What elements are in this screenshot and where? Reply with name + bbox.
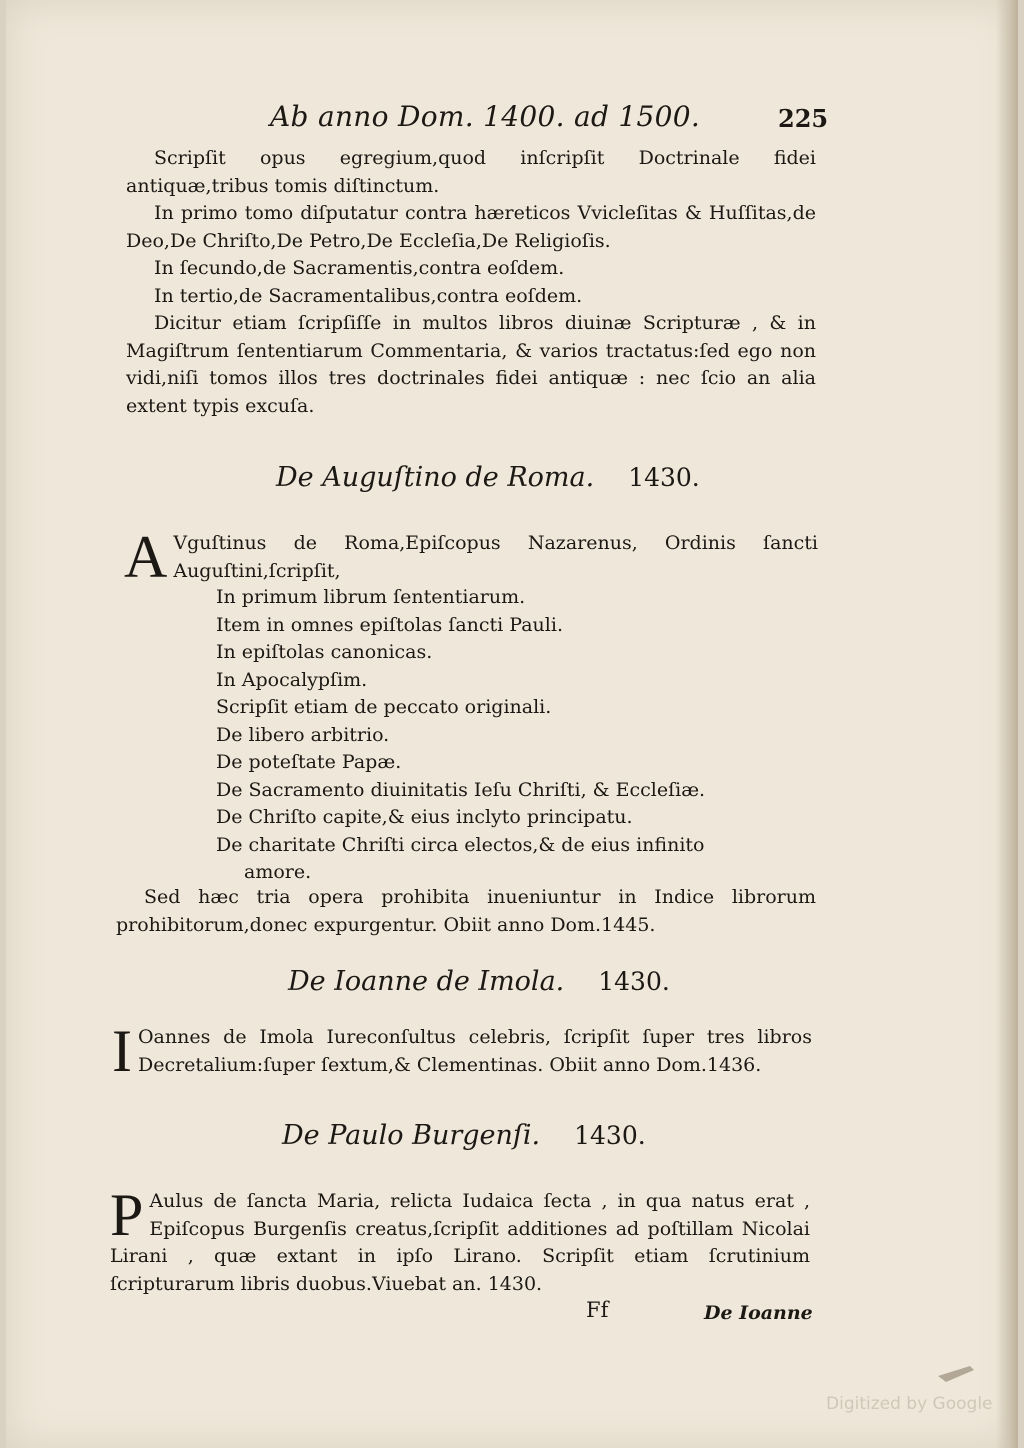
augustinus-closing (116, 884, 816, 939)
augustinus-works-list (216, 584, 776, 887)
section-title: De Ioanne de Imola. (288, 966, 565, 997)
drop-cap: I (112, 1018, 132, 1084)
section-year: 1430. (628, 463, 700, 492)
intro-paragraph: Scripſit opus egregium,quod inſcripſit Doctrinale fidei antiquæ,tribus tomis diſtinctum. (126, 147, 816, 197)
page-corner-mark-icon (936, 1362, 976, 1386)
section-year: 1430. (574, 1121, 646, 1150)
augustinus-intro (124, 524, 818, 590)
intro-paragraph: Dicitur etiam ſcripſiſſe in multos libros diuinæ Scripturæ , & in Magiſtrum ſententiarum Commentaria, & varios tractatus:ſed ego non vidi,niſi tomos illos tres doctrinales fidei antiquæ : nec ſcio an alia extent typis excuſa. (126, 312, 816, 417)
list-item: Scripſit etiam de peccato originali. (216, 696, 552, 718)
page-gutter-shadow (996, 0, 1018, 1448)
list-item: De Sacramento diuinitatis Ieſu Chriſti, & Eccleſiæ. (216, 778, 706, 801)
list-item: In primum librum ſententiarum. (216, 586, 526, 608)
augustinus-intro-text: Vguſtinus de Roma,Epiſcopus Nazarenus, Ordinis ſancti Auguſtini,ſcripſit, (173, 532, 818, 582)
digitized-watermark: Digitized by Google (826, 1394, 993, 1414)
book-page (6, 0, 1018, 1448)
page-number: 225 (778, 104, 829, 133)
intro-text-block (126, 145, 816, 420)
paulus-text: Aulus de ſancta Maria, relicta Iudaica ſecta , in qua natus erat , Epiſcopus Burgenſis creatus,ſcripſit additiones ad poſtillam Nicolai Lirani , quæ extant in ipſo Lirano. Scripſit etiam ſcrutinium ſcripturarum libris duobus.Viuebat an. 1430. (110, 1190, 810, 1295)
signature-mark: Ff (586, 1298, 609, 1322)
list-item: De Chriſto capite,& eius inclyto principatu. (216, 806, 633, 828)
list-item: Item in omnes epiſtolas ſancti Pauli. (216, 613, 563, 636)
list-item: De charitate Chriſti circa electos,& de eius infinito (216, 833, 705, 856)
section-title: De Auguſtino de Roma. (276, 462, 595, 493)
section-title: De Paulo Burgenſi. (282, 1120, 541, 1151)
paulus-paragraph (110, 1182, 810, 1298)
ioannes-text: Oannes de Imola Iureconſultus celebris, ſcripſit ſuper tres libros Decretalium:ſuper ſextum,& Clementinas. Obiit anno Dom.1436. (137, 1026, 812, 1076)
list-item: De libero arbitrio. (216, 723, 390, 746)
intro-paragraph: In ſecundo,de Sacramentis,contra eoſdem. (154, 257, 565, 279)
section-heading-paulus (282, 1120, 646, 1151)
ioannes-paragraph (112, 1018, 812, 1084)
drop-cap: P (110, 1182, 144, 1248)
list-item: De poteſtate Papæ. (216, 751, 402, 773)
intro-paragraph: In tertio,de Sacramentalibus,contra eoſdem. (154, 284, 583, 307)
section-heading-ioannes (288, 966, 670, 997)
list-item-continuation: amore. (244, 861, 312, 883)
list-item: In Apocalypſim. (216, 668, 368, 691)
intro-paragraph: In primo tomo diſputatur contra hæreticos Vvicleſitas & Huſſitas,de Deo,De Chriſto,De Petro,De Eccleſia,De Religioſis. (126, 202, 816, 252)
catchword: De Ioanne (704, 1302, 813, 1324)
section-heading-augustinus (276, 462, 700, 493)
list-item: In epiſtolas canonicas. (216, 641, 433, 663)
page-header (6, 100, 1018, 140)
closing-paragraph: Sed hæc tria opera prohibita inueniuntur in Indice librorum prohibitorum,donec expurgentur. Obiit anno Dom.1445. (116, 886, 816, 936)
drop-cap: A (124, 524, 168, 590)
running-title: Ab anno Dom. 1400. ad 1500. (270, 100, 701, 133)
section-year: 1430. (598, 967, 670, 996)
